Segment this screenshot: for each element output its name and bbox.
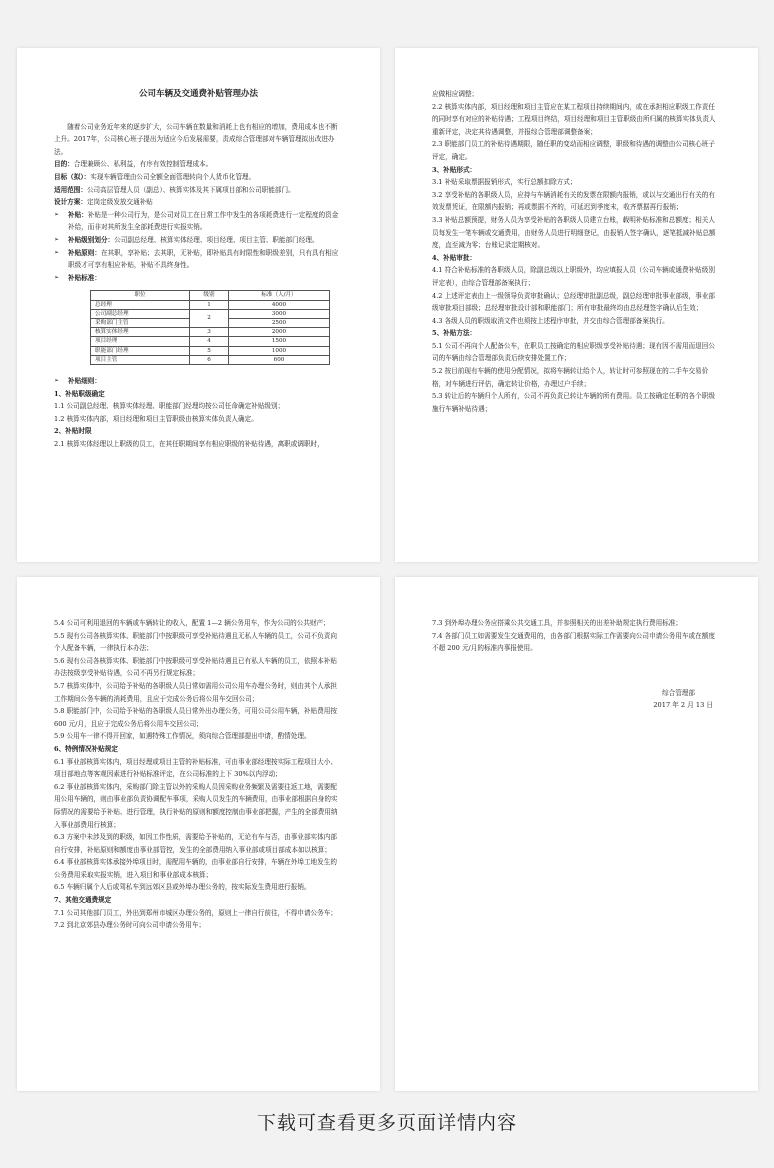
document-page-1 [17, 48, 380, 562]
bullet-subsidy-label: 补贴： [68, 210, 88, 219]
document-page-4 [395, 577, 758, 1091]
table-row [91, 309, 330, 318]
document-page-2 [395, 48, 758, 562]
document-title: 公司车辆及交通费补贴管理办法 [138, 89, 258, 99]
table-header-row [91, 291, 330, 300]
table-cell: 1000 [229, 346, 330, 355]
section-heading-3: 3、补贴形式： [432, 165, 477, 174]
section-heading-7: 7、其他交通费规定 [54, 896, 112, 905]
clause-5-3: 5.3 转让后的车辆归个人所有，公司不再负责已转让车辆的所有费用。员工按确定任职的各个职级施行车辆补贴待遇； [432, 392, 715, 413]
clause-5-4: 5.4 公司可利用退回的车辆或车辆转让的收入，配置 1—2 辆公务用车，作为公司的公共财产； [54, 619, 330, 627]
purpose-label: 目的： [54, 160, 74, 169]
table-cell: 3 [190, 328, 229, 337]
table-cell: 3000 [229, 309, 330, 318]
clause-3-3: 3.3 补贴总额预提，财务人员为享受补贴的各职级人员建立台账，载明补贴标准和总额度；相关人员每发生一笔车辆或交通费用，由财务人员进行明细登记，由报销人签字确认，逐笔抵减补贴总额度，直至减为零；台账记录定期核对。 [432, 215, 716, 250]
clause-2-1: 2.1 核算实体经理以上职级的员工，在其任职期间享有相应职级的补贴待遇，离职或调职时， [54, 439, 324, 448]
bullet-subsidy-text: 补贴是一种公司行为，是公司对员工在日常工作中发生的各项耗费进行一定程度的资金补给，而非对其所发生全部耗费进行实报实销。 [68, 210, 339, 232]
download-more-link[interactable]: 下载可查看更多页面详情内容 [256, 1112, 517, 1134]
table-cell: 核算实体经理 [91, 328, 190, 337]
goal-line [54, 171, 343, 184]
clause-2-1-continued: 应做相应调整； [432, 90, 479, 98]
clause-6-3: 6.3 方案中未涉及到的职级，如因工作性质，需要给予补贴的，无论有车与否，由事业部实体内部自行安排，补贴原则和额度由事业部管控，发生的全部费用纳入事业部或项目部成本如以核算； [54, 833, 337, 854]
clause-2-3: 2.3 职能部门员工的补贴待遇期限，随任职的变动而相应调整，职级和待遇的调整由公司核心班子评定，确定。 [432, 140, 715, 161]
table-cell: 4000 [229, 300, 330, 309]
table-cell: 1 [190, 300, 229, 309]
clause-1-2: 1.2 核算实体内部，项目经理和项目主管职级由核算实体负责人确定。 [54, 414, 258, 423]
bullet-principle [54, 247, 343, 272]
goal-label: 目标（拟）： [54, 172, 91, 181]
intro-paragraph: 随着公司业务近年来的逐步扩大，公司车辆在数量和消耗上也有相应的增加，费用成本也不断上升。2017年，公司核心班子提出为适应今后发展需要，责成综合管理部对车辆管理拟出改进办法。 [54, 122, 338, 156]
clause-4-2: 4.2 上述评定表由上一级领导负责审批确认；总经理审批副总级，副总经理审批事业部级，事业部级审批项目部级；总经理审批设计部和职能部门；所有审批最终均由总经理签字确认后生效； [432, 291, 715, 313]
page-2-content [432, 88, 721, 415]
clause-3-2: 3.2 享受补贴的各职级人员，应持与车辆消耗有关的发票在限额内报销，或以与交通出行有关的有效发票凭证，在限额内报销；再或票据不齐的，可延迟到季度末，收齐票据再行报销； [432, 190, 715, 212]
clause-1-1: 1.1 公司副总经理、核算实体经理、职能部门经理均按公司任命确定补贴级别； [54, 402, 285, 411]
clause-4-3: 4.3 各级人员的职级取消文件也须按上述程序审批，并交由综合管理部备案执行。 [432, 316, 669, 325]
purpose-line [54, 158, 343, 171]
subsidy-standard-table [90, 290, 330, 365]
table-row [91, 300, 330, 309]
design-line [54, 196, 343, 209]
issuing-department: 综合管理部 [662, 688, 695, 697]
design-label: 设计方案： [54, 198, 87, 207]
bullet-levels-text: 公司副总经理、核算实体经理、项目经理、项目主管、职能部门经理。 [114, 235, 319, 244]
bullet-levels [54, 234, 343, 247]
table-header-level: 级别 [190, 291, 229, 300]
design-text: 定岗定级发放交通补贴 [86, 198, 153, 207]
section-heading-1: 1、补贴职级确定 [54, 389, 105, 398]
bullet-subsidy [54, 209, 343, 234]
issue-date: 2017 年 2 月 13 日 [653, 701, 713, 710]
table-cell: 公司副总经理 [91, 309, 190, 318]
clause-5-5: 5.5 现有公司各核算实体、职能部门中按职级可享受补贴待遇且无私人车辆的员工，公司不负责向个人配备车辆，一律执行本办法； [54, 631, 337, 653]
table-cell: 4 [190, 337, 229, 346]
bullet-standard-label: 补贴标准： [68, 273, 101, 282]
clause-6-1: 6.1 事业部核算实体内，项目经理或项目主管的补贴标准，可由事业部经理按实际工程项目大小、项目部地点等客观因素进行补贴标准评定，在公司标准的上下 30%以内浮动； [54, 757, 337, 779]
table-row [91, 346, 330, 355]
section-heading-5: 5、补贴方法： [432, 329, 477, 338]
table-cell: 5 [190, 346, 229, 355]
table-cell: 总经理 [91, 300, 190, 309]
scope-label: 适用范围： [54, 185, 87, 194]
table-cell: 600 [229, 355, 330, 364]
clause-2-2: 2.2 核算实体内部，项目经理和项目主管应在某工程项目持续期间内，或在承担相应职级工作责任的同时享有对应的补贴待遇；工程项目终结，项目经理和项目主管职级由所归属的核算实体负责人重新评定，决定其待遇调整，并报综合管理部调整备案； [432, 102, 716, 136]
table-cell: 采购部门主管 [91, 318, 190, 327]
clause-5-1: 5.1 公司不再向个人配备公车，在职员工按确定的相应职级享受补贴待遇；现有因不需用而退回公司的车辆由综合管理部负责后续安排处置工作； [432, 341, 715, 363]
clause-5-2: 5.2 按目前现有车辆的使用分配情况，拟将车辆转让给个人，转让时可参照现在的二手车交易价格，对车辆进行评估，确定转让价格，办理过户手续； [432, 367, 709, 388]
section-heading-4: 4、补贴审批： [432, 253, 477, 262]
clause-7-2: 7.2 到北京郊县办理公务时可向公司申请公务用车； [54, 921, 206, 930]
table-row [91, 337, 330, 346]
clause-5-6: 5.6 现有公司各核算实体、职能部门中按职级可享受补贴待遇且已有私人车辆的员工，依照本补贴办法按级享受补贴待遇，公司不再另行规定标准； [54, 656, 337, 678]
bullet-principle-text: 在其职，享补贴；去其职，无补贴，即补贴具有时限性和职级差别，只有具有相应职级才可享有相应补贴，补贴不具终身性。 [68, 248, 339, 270]
table-cell: 2000 [229, 328, 330, 337]
bullet-levels-label: 补贴级别划分： [68, 235, 115, 244]
clause-6-2: 6.2 事业部核算实体内，采购部门除主管以外的采购人员因采购业务频繁及需要往返工地，需要配用公用车辆的，则由事业部负责协调配车事项，采购人员发生的车辆费用，由事业部根据自身的实际情况的需要给予补贴、进行管理，执行补贴的原则和额度控制由事业部把握，产生的全部费用纳入事业部费用行核算； [54, 782, 338, 829]
bullet-standard [54, 272, 343, 285]
table-header-standard: 标准（人/月） [229, 291, 330, 300]
purpose-text: 合理兼顾公、私利益，有序有效控制管理成本。 [73, 160, 213, 169]
goal-text: 实现车辆管理由公司全额全面管理转向个人货币化管理。 [90, 172, 256, 181]
clause-5-8: 5.8 职能部门中，公司给予补贴的各职级人员日常外出办理公务，可用公司公用车辆，补贴费用按 600 元/月，且应于完成公务后将公用车交回公司； [54, 707, 337, 728]
table-header-position: 职位 [91, 291, 190, 300]
section-heading-2: 2、补贴时限 [54, 427, 92, 436]
page-3-content [54, 617, 343, 932]
bullet-details-label: 补贴细则： [68, 376, 101, 385]
clause-6-5: 6.5 车辆归属个人后或驾私车到远郊区县或外埠办理公务的，按实际发生费用进行报销。 [54, 883, 311, 892]
section-heading-6: 6、特例情况补贴规定 [54, 744, 118, 753]
table-cell: 职能部门经理 [91, 346, 190, 355]
document-page-3 [17, 577, 380, 1091]
clause-5-7: 5.7 核算实体中，公司给予补贴的各职级人员日常如需用公司公用车办理公务时，则由其个人承担工作期间公务车辆的消耗费用，且应于完成公务后将公用车交回公司； [54, 681, 337, 703]
table-row [91, 355, 330, 364]
clause-7-4: 7.4 各部门员工如需要发生交通费用的，由各部门根据实际工作需要向公司申请公务用车或在额度不超 200 元/月的标准内事报使用。 [432, 631, 715, 653]
clause-3-1: 3.1 补贴采取票据报销形式，实行总额扣除方式； [432, 178, 577, 187]
page-1-content [54, 84, 343, 451]
clause-4-1: 4.1 符合补贴标准的各职级人员，除副总级以上职级外，均应填报人员（公司车辆或通费补贴级别评定表），由综合管理部备案执行； [432, 266, 715, 287]
clause-7-3: 7.3 到外埠办理公务应搭乘公共交通工具，并参照相关的出差补助规定执行费用标准； [432, 619, 682, 627]
page-4-content [432, 617, 721, 712]
scope-line [54, 184, 343, 197]
table-row [91, 328, 330, 337]
clause-5-9: 5.9 公用车一律不得开回家，如遇特殊工作情况，须向综合管理部提出申请，酌情处理。 [54, 732, 311, 741]
clause-7-1: 7.1 公司其他部门员工，外出到郑州市城区办理公务的，原则上一律自行前往，不得申请公务车； [54, 908, 337, 917]
scope-text: 公司高层管理人员（副总）、核算实体及其下属项目部和公司职能部门。 [86, 185, 295, 194]
clause-6-4: 6.4 事业部核算实体承接外埠项目时，需配用车辆的，由事业部自行安排，车辆在外埠工地发生的公务费用采取实报实销，进入项目和事业部成本核算； [54, 858, 337, 879]
table-cell: 1500 [229, 337, 330, 346]
bullet-details [54, 375, 343, 388]
table-cell: 2 [190, 309, 229, 327]
bullet-principle-label: 补贴原则： [68, 248, 101, 257]
table-cell: 项目主管 [91, 355, 190, 364]
table-cell: 2500 [229, 318, 330, 327]
table-cell: 6 [190, 355, 229, 364]
table-cell: 项目经理 [91, 337, 190, 346]
